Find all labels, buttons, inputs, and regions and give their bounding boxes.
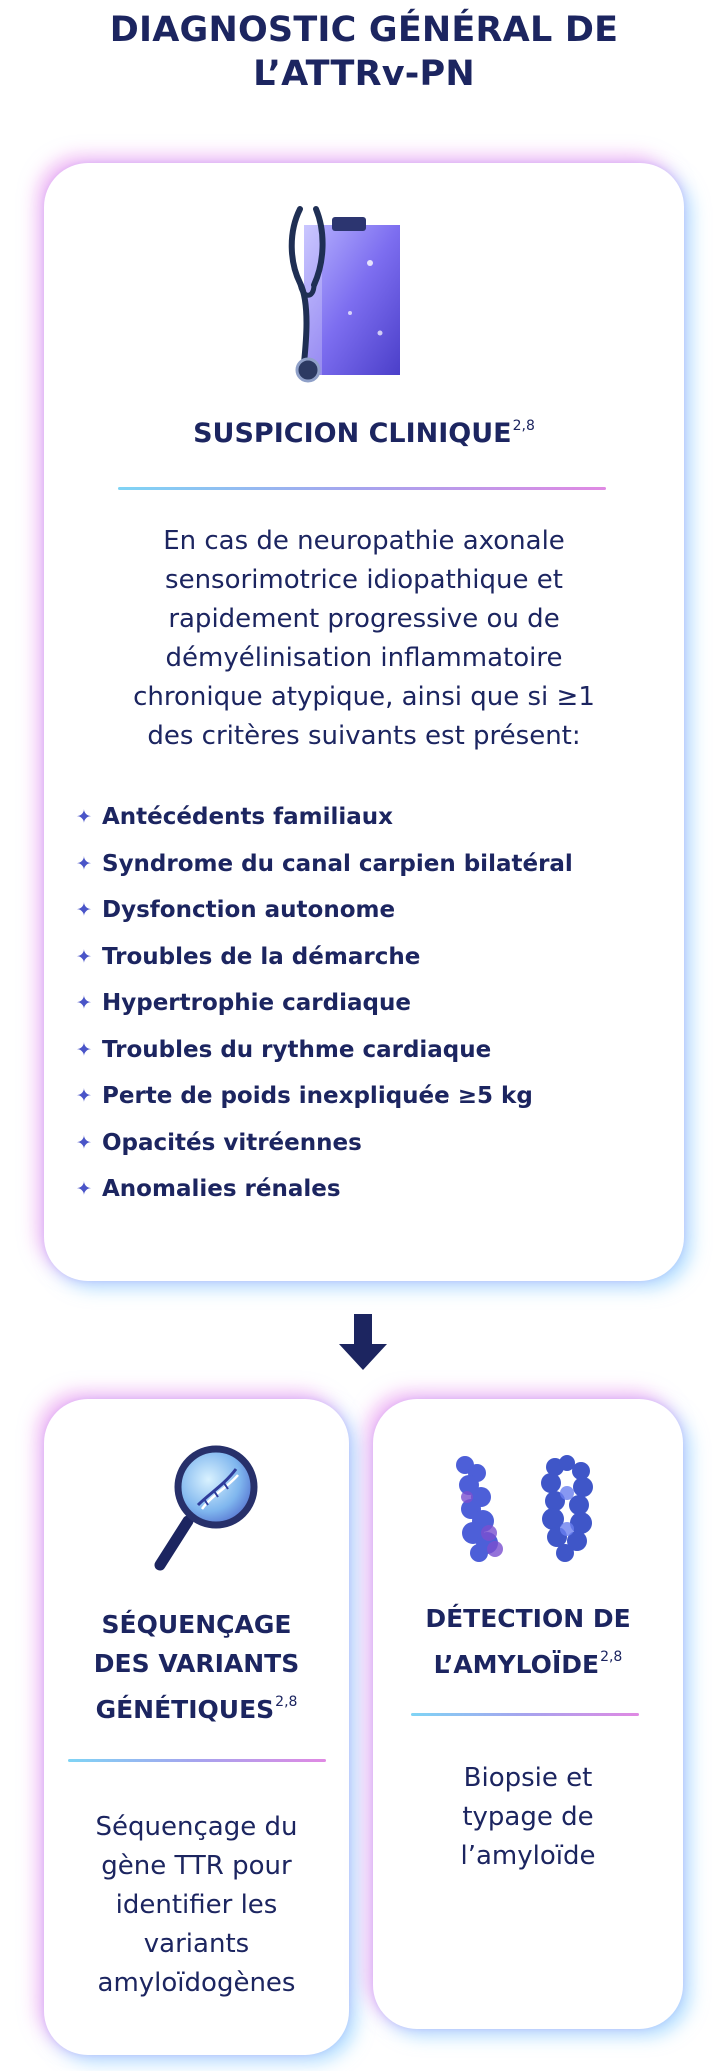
clinical-suspicion-heading: [44, 409, 684, 451]
sequencing-heading-line: GÉNÉTIQUES: [95, 1695, 275, 1724]
clinical-suspicion-card: [44, 163, 684, 1281]
page-title: [0, 8, 728, 96]
criteria-label: Troubles du rythme cardiaque: [102, 1036, 492, 1063]
clinical-heading-text: SUSPICION CLINIQUE: [193, 418, 512, 449]
criteria-item: [76, 980, 573, 1027]
criteria-label: Troubles de la démarche: [102, 943, 421, 970]
clinical-intro-text: [64, 522, 664, 756]
sequencing-heading-reference: 2,8: [275, 1694, 298, 1710]
intro-line: sensorimotrice idiopathique et: [165, 565, 563, 595]
sparkle-icon: ✦: [76, 852, 92, 875]
sparkle-icon: ✦: [76, 1178, 92, 1201]
intro-line: rapidement progressive ou de: [168, 604, 560, 634]
sparkle-icon: ✦: [76, 992, 92, 1015]
intro-line: chronique atypique, ainsi que si ≥1: [133, 682, 595, 712]
criteria-item: [76, 794, 573, 841]
criteria-label: Perte de poids inexpliquée ≥5 kg: [102, 1083, 533, 1110]
amyloid-body-line: l’amyloïde: [460, 1841, 596, 1871]
criteria-label: Antécédents familiaux: [102, 804, 394, 831]
sparkle-icon: ✦: [76, 945, 92, 968]
sparkle-icon: ✦: [76, 899, 92, 922]
amyloid-body-line: typage de: [462, 1802, 594, 1832]
criteria-item: [76, 887, 573, 934]
amyloid-heading-reference: 2,8: [600, 1649, 623, 1665]
sequencing-body-line: gène TTR pour: [101, 1851, 292, 1881]
criteria-label: Hypertrophie cardiaque: [102, 990, 411, 1017]
sequencing-body-line: identifier les: [115, 1890, 278, 1920]
intro-line: En cas de neuropathie axonale: [163, 526, 565, 556]
amyloid-divider: [411, 1713, 639, 1716]
criteria-item: [76, 934, 573, 981]
amyloid-fibril-icon: [443, 1453, 613, 1569]
clinical-divider: [118, 487, 606, 490]
sequencing-body-text: [44, 1808, 349, 2003]
intro-line: démyélinisation inflammatoire: [165, 643, 563, 673]
sparkle-icon: ✦: [76, 1131, 92, 1154]
amyloid-body-line: Biopsie et: [463, 1763, 593, 1793]
sequencing-body-line: Séquençage du: [95, 1812, 298, 1842]
sparkle-icon: ✦: [76, 1085, 92, 1108]
criteria-label: Anomalies rénales: [102, 1176, 341, 1203]
clinical-heading-reference: 2,8: [512, 418, 535, 434]
intro-line: des critères suivants est présent:: [147, 721, 581, 751]
sequencing-body-line: amyloïdogènes: [97, 1968, 296, 1998]
criteria-label: Dysfonction autonome: [102, 897, 396, 924]
criteria-label: Syndrome du canal carpien bilatéral: [102, 850, 573, 877]
criteria-item: [76, 1073, 573, 1120]
page-title-text: DIAGNOSTIC GÉNÉRAL DE L’ATTRv-PN: [109, 10, 619, 94]
criteria-label: Opacités vitréennes: [102, 1129, 362, 1156]
sequencing-heading-line: DES VARIANTS: [93, 1649, 300, 1678]
amyloid-heading-line: L’AMYLOÏDE: [433, 1650, 600, 1679]
amyloid-body-text: [373, 1759, 683, 1876]
stethoscope-clipboard-icon: [280, 203, 400, 387]
criteria-list: [76, 794, 573, 1213]
sparkle-icon: ✦: [76, 1038, 92, 1061]
criteria-item: [76, 1166, 573, 1213]
arrow-down-icon: [335, 1312, 391, 1378]
amyloid-heading-line: DÉTECTION DE: [425, 1604, 631, 1633]
amyloid-heading: [373, 1599, 683, 1684]
amyloid-detection-card: [373, 1399, 683, 2029]
sequencing-heading-line: SÉQUENÇAGE: [101, 1610, 292, 1639]
criteria-item: [76, 1120, 573, 1167]
sequencing-divider: [68, 1759, 326, 1762]
sequencing-heading: [44, 1605, 349, 1729]
sparkle-icon: ✦: [76, 806, 92, 829]
magnifying-glass-dna-icon: [154, 1443, 264, 1579]
criteria-item: [76, 841, 573, 888]
sequencing-body-line: variants: [143, 1929, 250, 1959]
genetic-sequencing-card: [44, 1399, 349, 2055]
criteria-item: [76, 1027, 573, 1074]
